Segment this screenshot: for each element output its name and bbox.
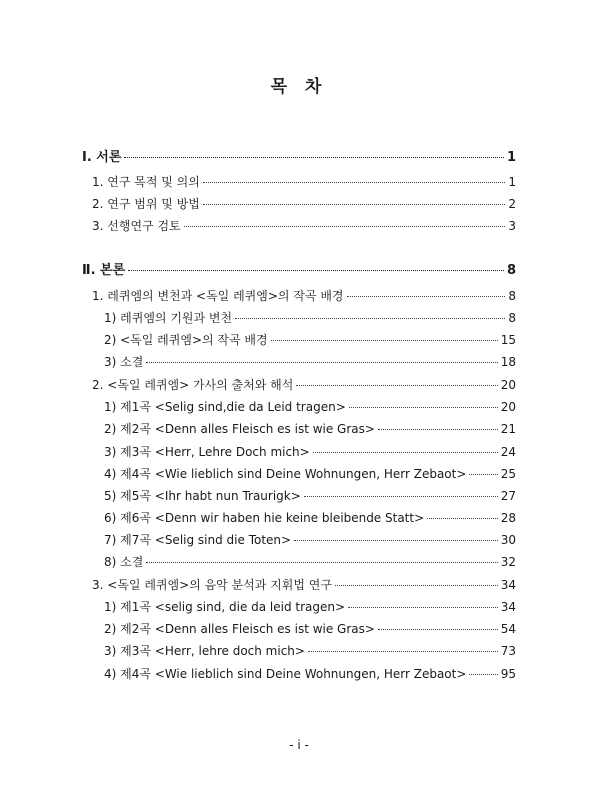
toc-entry-page: 25	[500, 467, 516, 481]
dot-leader	[427, 518, 498, 519]
toc-entry-page: 1	[506, 150, 516, 165]
toc-entry-label: 3) 제3곡 <Herr, lehre doch mich>	[104, 644, 305, 658]
toc-entry-page: 1	[508, 175, 516, 189]
toc-entry-label: 4) 제4곡 <Wie lieblich sind Deine Wohnungen, Herr Zebaot>	[104, 467, 467, 481]
dot-leader	[203, 204, 506, 205]
toc-entry-label: 2) 제2곡 <Denn alles Fleisch es ist wie Gras>	[104, 622, 375, 636]
dot-leader	[347, 296, 506, 297]
dot-leader	[469, 674, 497, 675]
toc-entry-page: 34	[500, 578, 516, 592]
dot-leader	[469, 474, 497, 475]
dot-leader	[271, 340, 498, 341]
toc-entry-subsection[interactable]	[104, 421, 516, 437]
toc-entry-label: 5) 제5곡 <Ihr habt nun Traurigk>	[104, 489, 301, 503]
toc-entry-section[interactable]	[92, 196, 516, 212]
dot-leader	[146, 362, 497, 363]
toc-entry-page: 20	[500, 400, 516, 414]
toc-entry-label: 2) <독일 레퀴엠>의 작곡 배경	[104, 333, 268, 347]
toc-entry-page: 54	[500, 622, 516, 636]
toc-entry-page: 3	[508, 219, 516, 233]
toc-entry-page: 8	[506, 263, 516, 278]
dot-leader	[294, 540, 498, 541]
dot-leader	[335, 585, 498, 586]
toc-entry-page: 30	[500, 533, 516, 547]
toc-entry-page: 8	[508, 311, 516, 325]
toc-entry-label: 3. 선행연구 검토	[92, 219, 181, 233]
dot-leader	[378, 429, 498, 430]
toc-entry-page: 32	[500, 555, 516, 569]
dot-leader	[184, 226, 506, 227]
toc-entry-page: 8	[508, 289, 516, 303]
toc-entry-chapter-1[interactable]	[82, 150, 516, 166]
toc-entry-page: 21	[500, 422, 516, 436]
toc-entry-label: 1. 연구 목적 및 의의	[92, 175, 200, 189]
toc-entry-label: 1) 레퀴엠의 기원과 변천	[104, 311, 233, 325]
toc-entry-page: 28	[500, 511, 516, 525]
toc-entry-subsection[interactable]	[104, 332, 516, 348]
toc-entry-subsection[interactable]	[104, 554, 516, 570]
toc-entry-page: 24	[500, 445, 516, 459]
toc-entry-label: Ⅱ. 본론	[82, 263, 126, 278]
toc-entry-subsection[interactable]	[104, 354, 516, 370]
toc-entry-label: 8) 소결	[104, 555, 144, 569]
dot-leader	[313, 452, 498, 453]
dot-leader	[124, 157, 504, 158]
dot-leader	[235, 318, 505, 319]
toc-entry-subsection[interactable]	[104, 510, 516, 526]
toc-entry-subsection[interactable]	[104, 310, 516, 326]
dot-leader	[296, 385, 497, 386]
toc-entry-label: 3) 제3곡 <Herr, Lehre Doch mich>	[104, 445, 310, 459]
dot-leader	[349, 407, 498, 408]
toc-entry-label: 3) 소결	[104, 355, 144, 369]
toc-entry-label: 1. 레퀴엠의 변천과 <독일 레퀴엠>의 작곡 배경	[92, 289, 344, 303]
toc-entry-subsection[interactable]	[104, 643, 516, 659]
toc-entry-page: 2	[508, 197, 516, 211]
dot-leader	[378, 629, 498, 630]
toc-entry-label: 6) 제6곡 <Denn wir haben hie keine bleibende Statt>	[104, 511, 425, 525]
dot-leader	[348, 607, 498, 608]
toc-entry-label: 4) 제4곡 <Wie lieblich sind Deine Wohnungen, Herr Zebaot>	[104, 667, 467, 681]
dot-leader	[146, 562, 497, 563]
toc-entry-subsection[interactable]	[104, 666, 516, 682]
dot-leader	[203, 182, 506, 183]
toc-entry-label: 3. <독일 레퀴엠>의 음악 분석과 지휘법 연구	[92, 578, 332, 592]
toc-entry-section[interactable]	[92, 288, 516, 304]
toc-entry-page: 18	[500, 355, 516, 369]
toc-entry-label: 2. 연구 범위 및 방법	[92, 197, 200, 211]
toc-entry-label: 1) 제1곡 <selig sind, die da leid tragen>	[104, 600, 346, 614]
toc-entry-label: 2) 제2곡 <Denn alles Fleisch es ist wie Gras>	[104, 422, 375, 436]
toc-entry-page: 27	[500, 489, 516, 503]
toc-entry-label: 1) 제1곡 <Selig sind,die da Leid tragen>	[104, 400, 346, 414]
toc-entry-subsection[interactable]	[104, 621, 516, 637]
toc-entry-label: Ⅰ. 서론	[82, 150, 122, 165]
toc-entry-section[interactable]	[92, 174, 516, 190]
toc-entry-subsection[interactable]	[104, 532, 516, 548]
dot-leader	[308, 651, 498, 652]
toc-entry-page: 95	[500, 667, 516, 681]
toc-entry-page: 73	[500, 644, 516, 658]
toc-entry-subsection[interactable]	[104, 466, 516, 482]
toc-entry-section[interactable]	[92, 377, 516, 393]
dot-leader	[128, 270, 504, 271]
toc-entry-page: 34	[500, 600, 516, 614]
toc-entry-section[interactable]	[92, 577, 516, 593]
toc-entry-subsection[interactable]	[104, 488, 516, 504]
toc-entry-label: 2. <독일 레퀴엠> 가사의 출처와 해석	[92, 378, 294, 392]
dot-leader	[304, 496, 498, 497]
toc-entry-label: 7) 제7곡 <Selig sind die Toten>	[104, 533, 292, 547]
toc-entry-subsection[interactable]	[104, 599, 516, 615]
toc-entry-subsection[interactable]	[104, 444, 516, 460]
toc-entry-page: 20	[500, 378, 516, 392]
page-title: 목 차	[270, 77, 328, 97]
toc-entry-page: 15	[500, 333, 516, 347]
toc-entry-section[interactable]	[92, 218, 516, 234]
page-number: - i -	[289, 738, 309, 752]
toc-entry-chapter-2[interactable]	[82, 263, 516, 279]
toc-entry-subsection[interactable]	[104, 399, 516, 415]
